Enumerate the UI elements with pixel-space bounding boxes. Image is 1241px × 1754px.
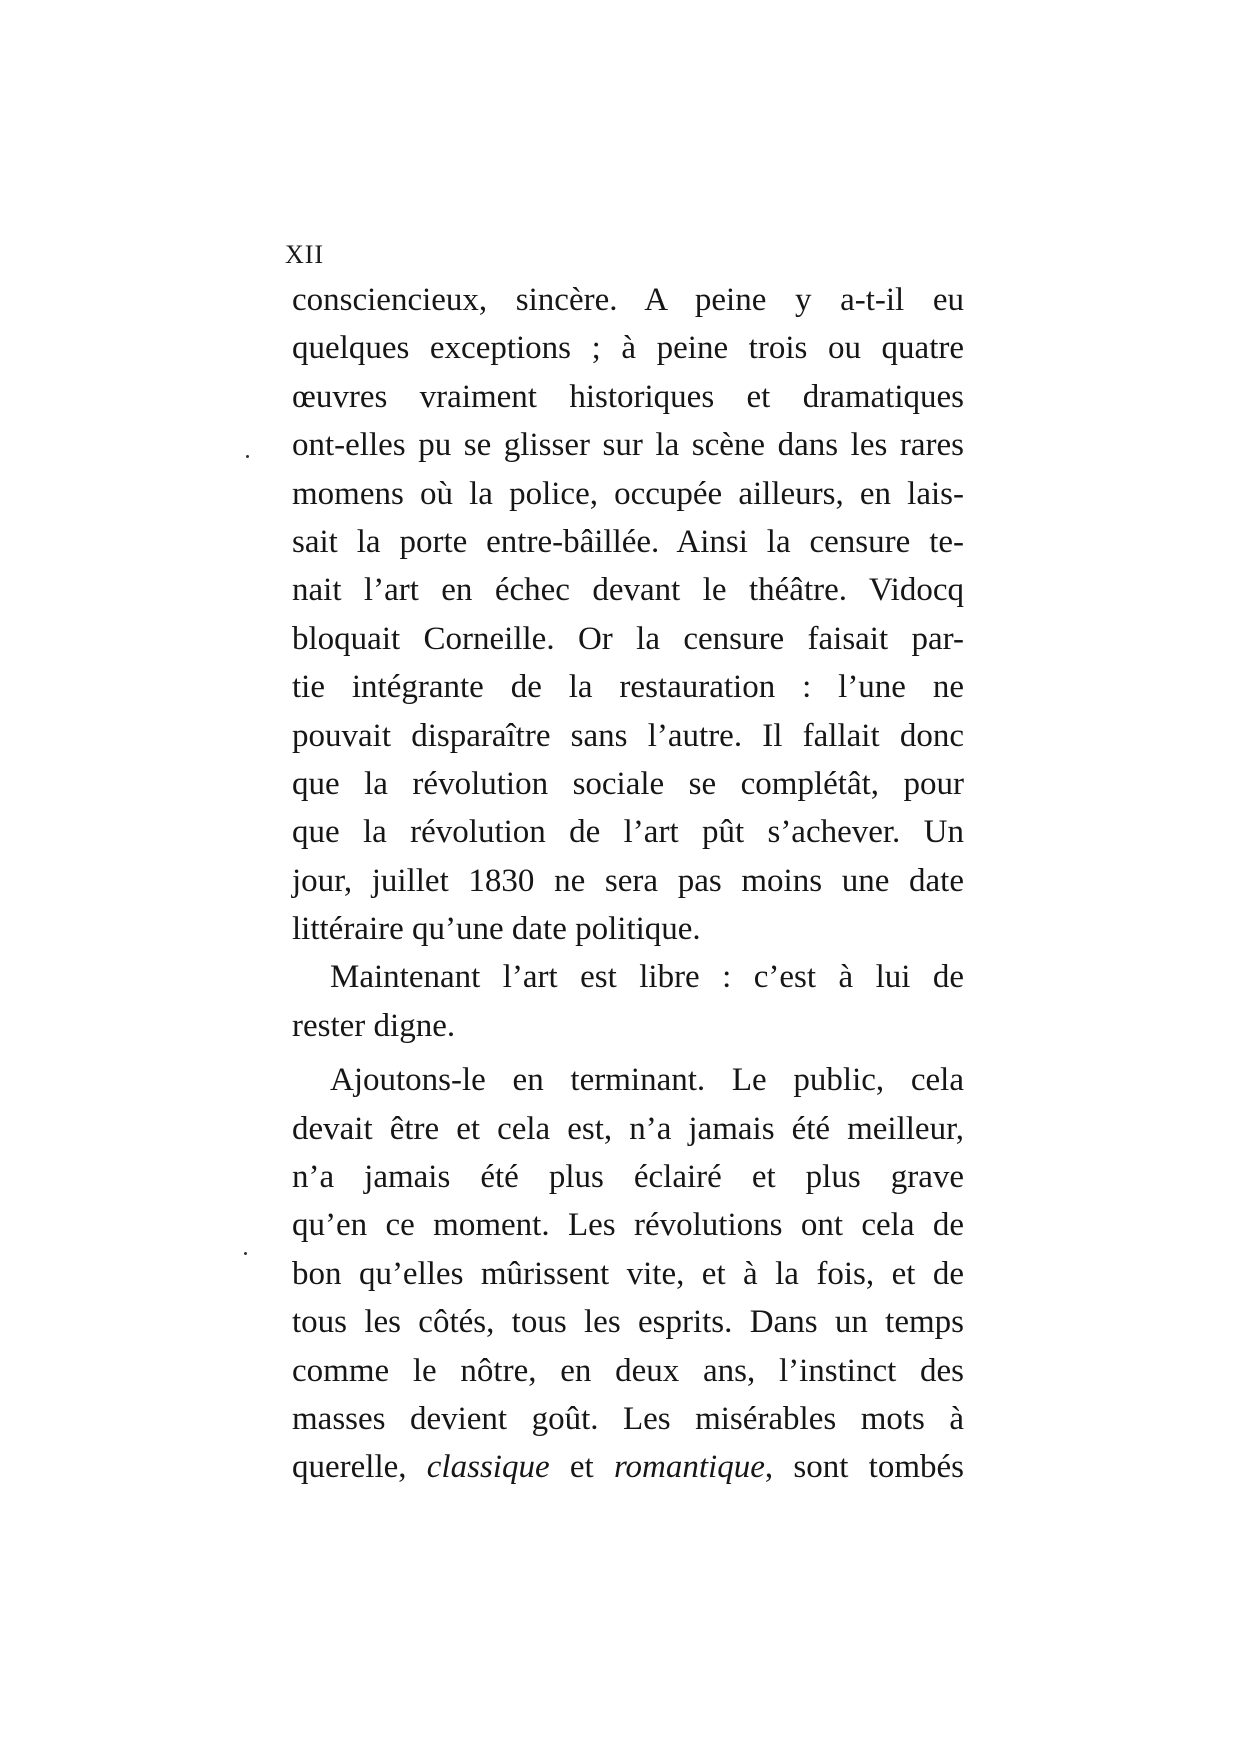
text-line: nait l’art en échec devant le théâtre. Vidocq (292, 572, 964, 609)
margin-mark (244, 1252, 247, 1255)
text-line: masses devient goût. Les misérables mots à (292, 1400, 964, 1437)
final-line-start: querelle, (292, 1449, 427, 1486)
text-line: qu’en ce moment. Les révolutions ont cela de (292, 1207, 964, 1244)
final-line-end: , sont tombés (764, 1449, 964, 1486)
text-line: devait être et cela est, n’a jamais été meilleur, (292, 1110, 964, 1147)
body-text (292, 276, 964, 1492)
text-line: jour, juillet 1830 ne sera pas moins une date (292, 862, 964, 899)
text-line: tie intégrante de la restauration : l’une ne (292, 669, 964, 706)
text-line: rester digne. (292, 1007, 456, 1044)
text-line: quelques exceptions ; à peine trois ou quatre (292, 330, 964, 367)
text-line: bon qu’elles mûrissent vite, et à la fois, et de (292, 1255, 964, 1292)
text-line: momens où la police, occupée ailleurs, en lais- (292, 475, 964, 512)
page-number: XII (285, 240, 325, 269)
text-line: bloquait Corneille. Or la censure faisait par- (292, 620, 964, 657)
text-line-final (292, 1443, 964, 1491)
text-line: Ajoutons-le en terminant. Le public, cela (330, 1062, 964, 1099)
text-line: tous les côtés, tous les esprits. Dans un temps (292, 1304, 964, 1341)
margin-mark (246, 455, 249, 458)
text-line: n’a jamais été plus éclairé et plus grave (292, 1159, 964, 1196)
text-line: pouvait disparaître sans l’autre. Il fallait donc (292, 717, 964, 754)
text-line: ont-elles pu se glisser sur la scène dans les rares (292, 427, 964, 464)
text-line: œuvres vraiment historiques et dramatiques (292, 378, 964, 415)
text-line: sait la porte entre-bâillée. Ainsi la censure te- (292, 523, 964, 560)
text-line: que la révolution sociale se complétât, pour (292, 765, 964, 802)
final-line-middle: et (549, 1449, 614, 1486)
text-line: que la révolution de l’art pût s’achever. Un (292, 814, 964, 851)
text-line: Maintenant l’art est libre : c’est à lui de (330, 959, 964, 996)
text-line: littéraire qu’une date politique. (292, 911, 701, 948)
italic-word-romantique: romantique (613, 1449, 765, 1486)
text-line: consciencieux, sincère. A peine y a-t-il eu (292, 282, 964, 318)
text-line: comme le nôtre, en deux ans, l’instinct des (292, 1352, 964, 1389)
italic-word-classique: classique (426, 1449, 550, 1486)
